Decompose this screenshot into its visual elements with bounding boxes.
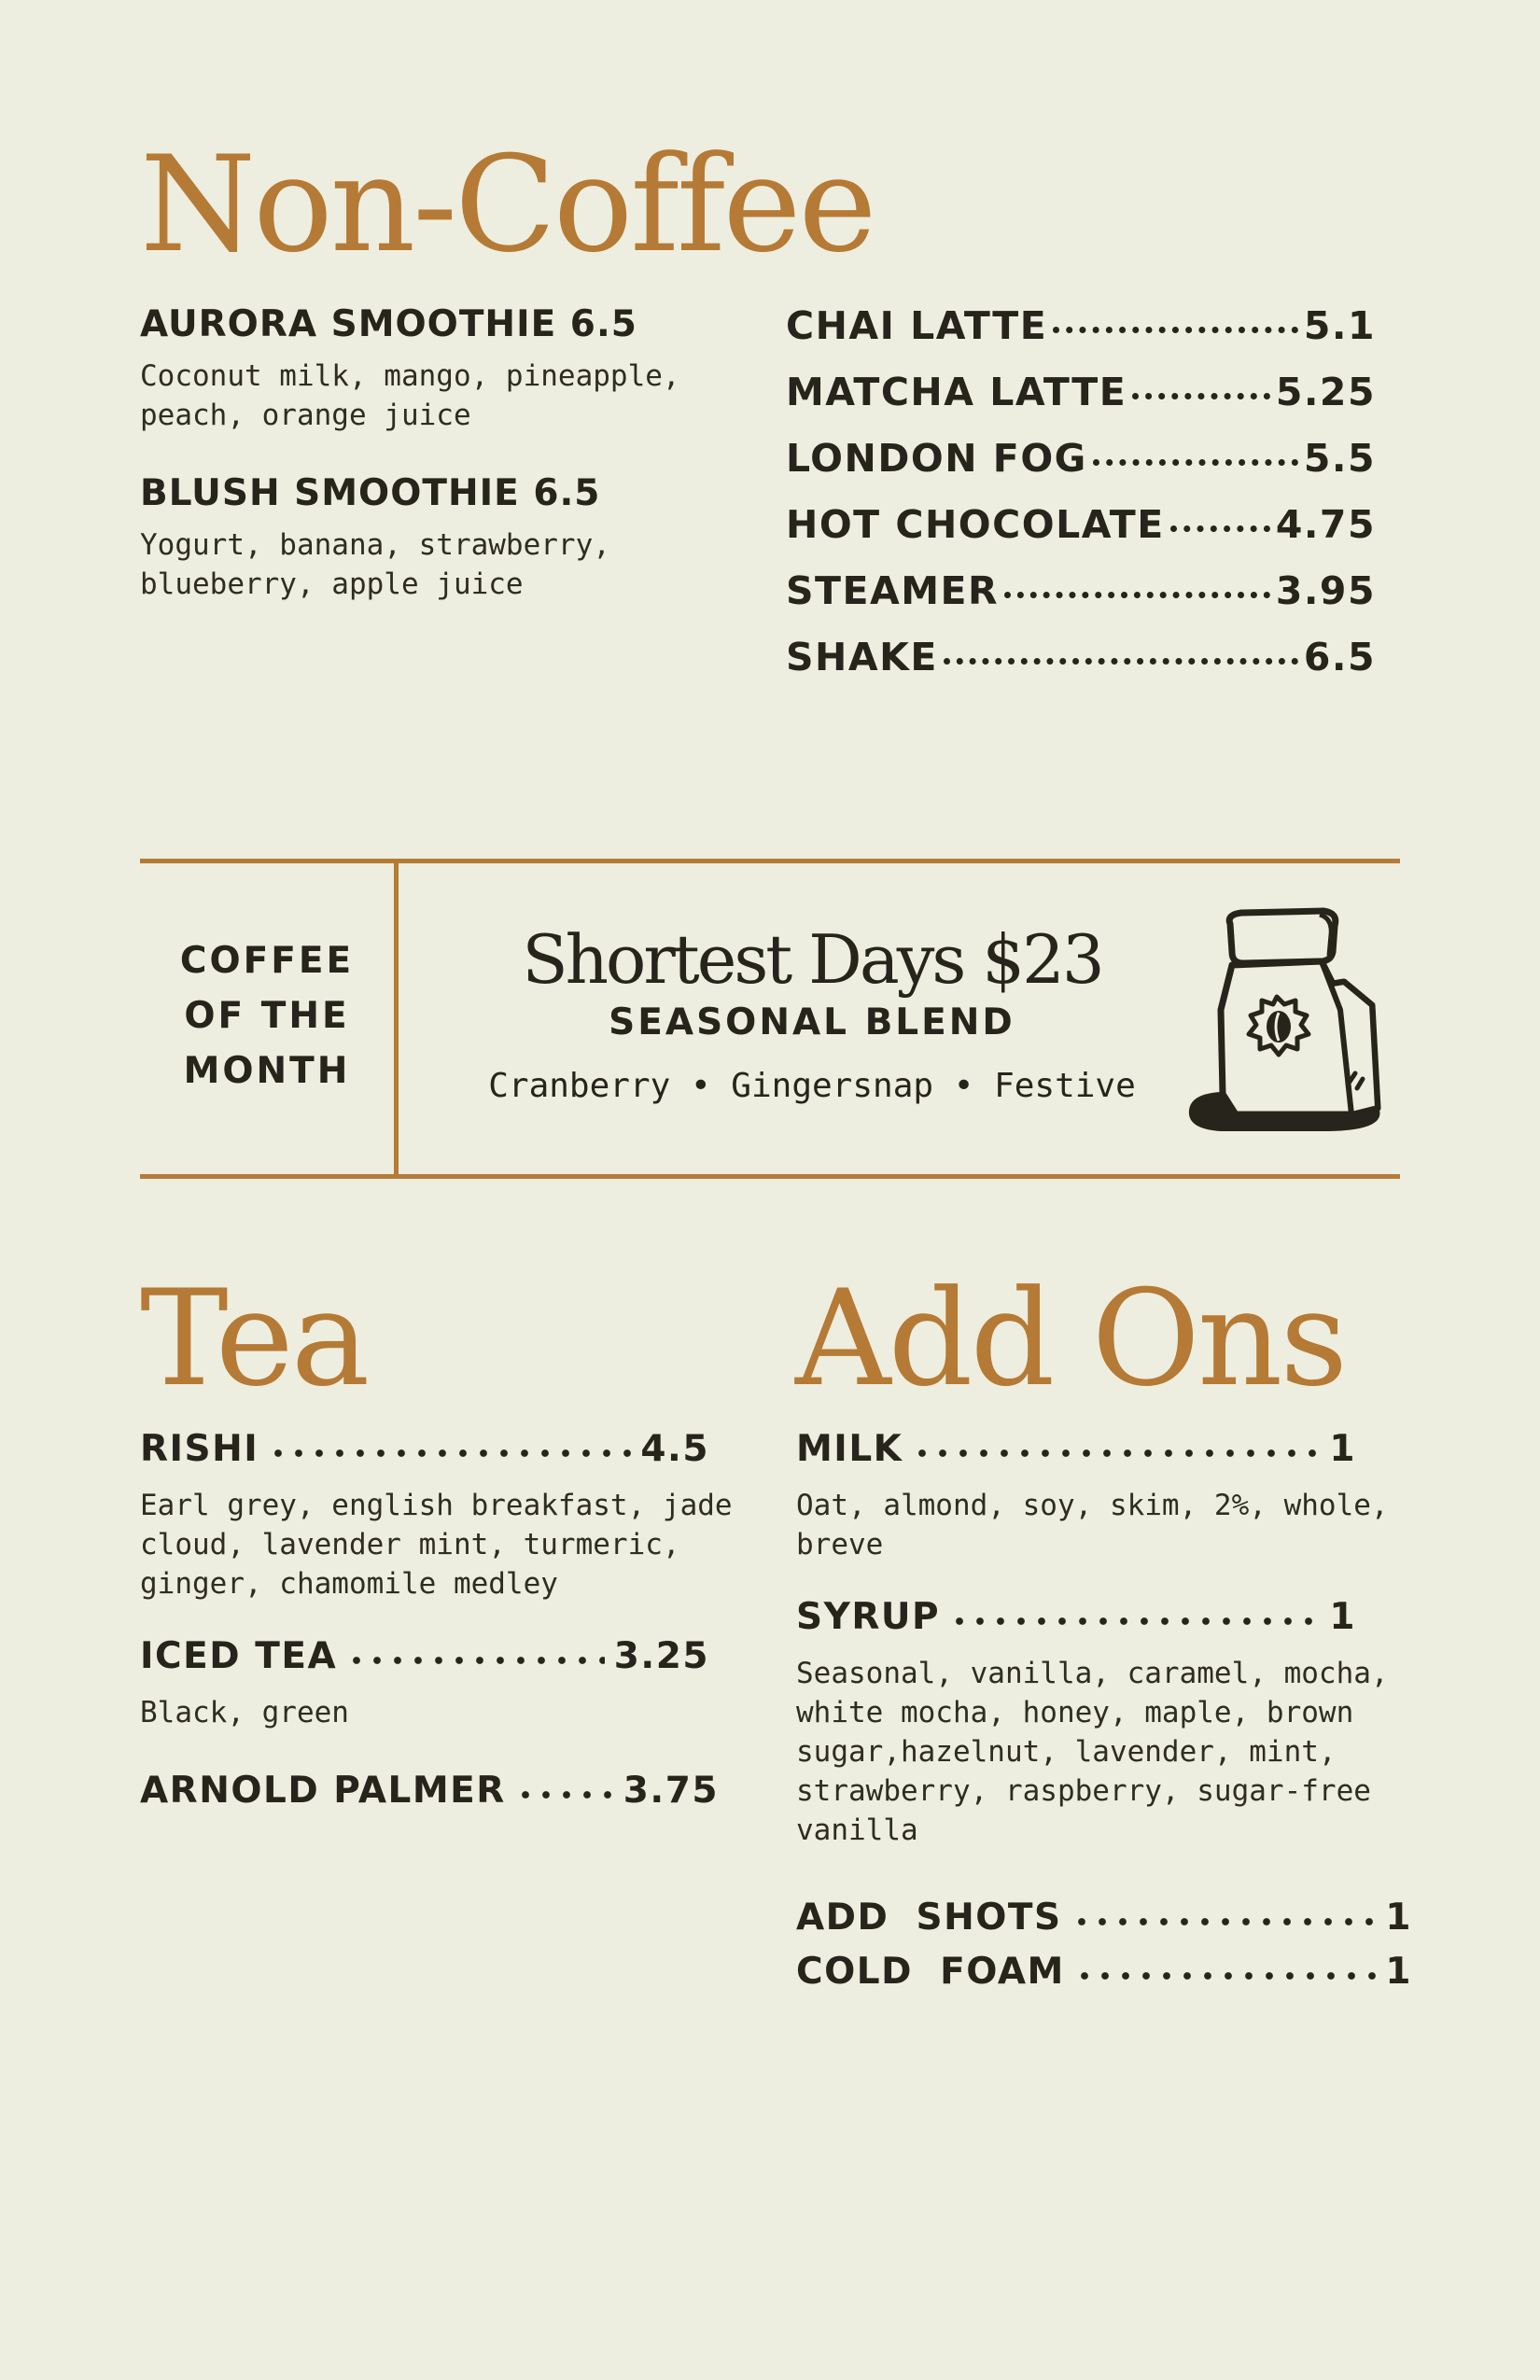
item-name: CHAI LATTE — [786, 303, 1048, 348]
add-ons-title: Add Ons — [795, 1262, 1346, 1416]
blend-subtitle: SEASONAL BLEND — [609, 1001, 1015, 1043]
item-description: Oat, almond, soy, skim, 2%, whole, breve — [796, 1489, 1389, 1561]
menu-item-matcha-latte — [786, 370, 1376, 436]
menu-item-iced-tea — [140, 1635, 709, 1732]
menu-item-add-shots — [796, 1897, 1412, 1951]
dot-leader — [515, 1791, 614, 1799]
dot-leader — [1074, 1972, 1377, 1980]
divider-top — [140, 859, 1400, 863]
dot-leader — [1004, 592, 1270, 598]
item-name: MILK — [796, 1428, 903, 1470]
item-price: 3.25 — [613, 1635, 709, 1677]
item-name: COLD FOAM — [796, 1951, 1065, 1993]
blend-tasting-notes: Cranberry • Gingersnap • Festive — [488, 1067, 1136, 1105]
item-name: MATCHA LATTE — [786, 370, 1127, 414]
item-name: BLUSH SMOOTHIE 6.5 — [140, 472, 601, 514]
item-price: 5.1 — [1303, 303, 1376, 348]
item-price: 3.75 — [623, 1770, 719, 1812]
menu-item-blush-smoothie — [140, 472, 756, 604]
coffee-bag-icon — [1183, 907, 1389, 1136]
menu-item-cold-foam — [796, 1951, 1412, 2005]
item-name: LONDON FOG — [786, 436, 1087, 481]
menu-item-milk — [796, 1428, 1389, 1564]
menu-item-chai-latte — [786, 303, 1376, 370]
item-description: Yogurt, banana, strawberry, blueberry, apple juice — [140, 528, 610, 601]
coffee-of-month-label — [140, 933, 394, 1099]
menu-item-rishi — [140, 1428, 733, 1603]
menu-item-syrup — [796, 1596, 1389, 1850]
dot-leader — [949, 1617, 1320, 1625]
dot-leader — [1071, 1918, 1377, 1925]
item-price: 1 — [1385, 1951, 1412, 1993]
item-description: Earl grey, english breakfast, jade cloud, lavender mint, turmeric, ginger, chamomile medley — [140, 1489, 733, 1601]
item-name: AURORA SMOOTHIE 6.5 — [140, 303, 637, 345]
item-name: STEAMER — [786, 568, 1000, 613]
item-price: 5.5 — [1303, 436, 1376, 481]
item-name: ICED TEA — [140, 1635, 338, 1677]
dot-leader — [944, 658, 1298, 665]
item-description: Black, green — [140, 1696, 349, 1729]
smoothie-list — [140, 303, 756, 604]
item-price: 5.25 — [1275, 370, 1376, 414]
item-name: RISHI — [140, 1428, 259, 1470]
dot-leader — [1132, 393, 1270, 399]
dot-leader — [1053, 327, 1298, 333]
label-line: MONTH — [183, 1050, 351, 1092]
item-name: SHAKE — [786, 635, 938, 679]
add-ons-list — [796, 1428, 1412, 2005]
item-name: SYRUP — [796, 1596, 941, 1638]
item-name: ADD SHOTS — [796, 1897, 1062, 1939]
item-name: HOT CHOCOLATE — [786, 502, 1165, 547]
item-price: 3.95 — [1275, 568, 1376, 613]
item-price: 4.5 — [640, 1428, 709, 1470]
dot-leader — [346, 1657, 605, 1664]
item-description: Coconut milk, mango, pineapple, peach, orange juice — [140, 359, 680, 432]
item-price: 1 — [1385, 1897, 1412, 1939]
item-description: Seasonal, vanilla, caramel, mocha, white mocha, honey, maple, brown sugar,hazelnut, lavender, mint, strawberry, raspberry, sugar-free vanilla — [796, 1657, 1389, 1847]
label-line: COFFEE — [179, 940, 355, 982]
menu-item-aurora-smoothie — [140, 303, 756, 435]
dot-leader — [1170, 525, 1270, 532]
dot-leader — [912, 1449, 1320, 1457]
menu-item-steamer — [786, 568, 1376, 635]
item-name: ARNOLD PALMER — [140, 1770, 506, 1812]
item-price: 4.75 — [1275, 502, 1376, 547]
menu-item-london-fog — [786, 436, 1376, 502]
item-price: 6.5 — [1303, 635, 1376, 679]
drink-price-list — [786, 303, 1376, 701]
divider-vertical — [394, 859, 399, 1179]
menu-item-arnold-palmer — [140, 1770, 719, 1824]
menu-item-hot-chocolate — [786, 502, 1376, 568]
tea-title: Tea — [140, 1262, 368, 1416]
item-price: 1 — [1329, 1428, 1356, 1470]
menu-item-shake — [786, 635, 1376, 701]
blend-title: Shortest Days $23 — [522, 920, 1102, 999]
dot-leader — [1093, 459, 1298, 466]
tea-list — [140, 1428, 733, 1824]
item-price: 1 — [1329, 1596, 1356, 1638]
label-line: OF THE — [184, 995, 350, 1037]
dot-leader — [268, 1449, 631, 1457]
divider-bottom — [140, 1174, 1400, 1179]
coffee-of-month-details — [401, 919, 1223, 1110]
non-coffee-title: Non-Coffee — [140, 128, 875, 282]
